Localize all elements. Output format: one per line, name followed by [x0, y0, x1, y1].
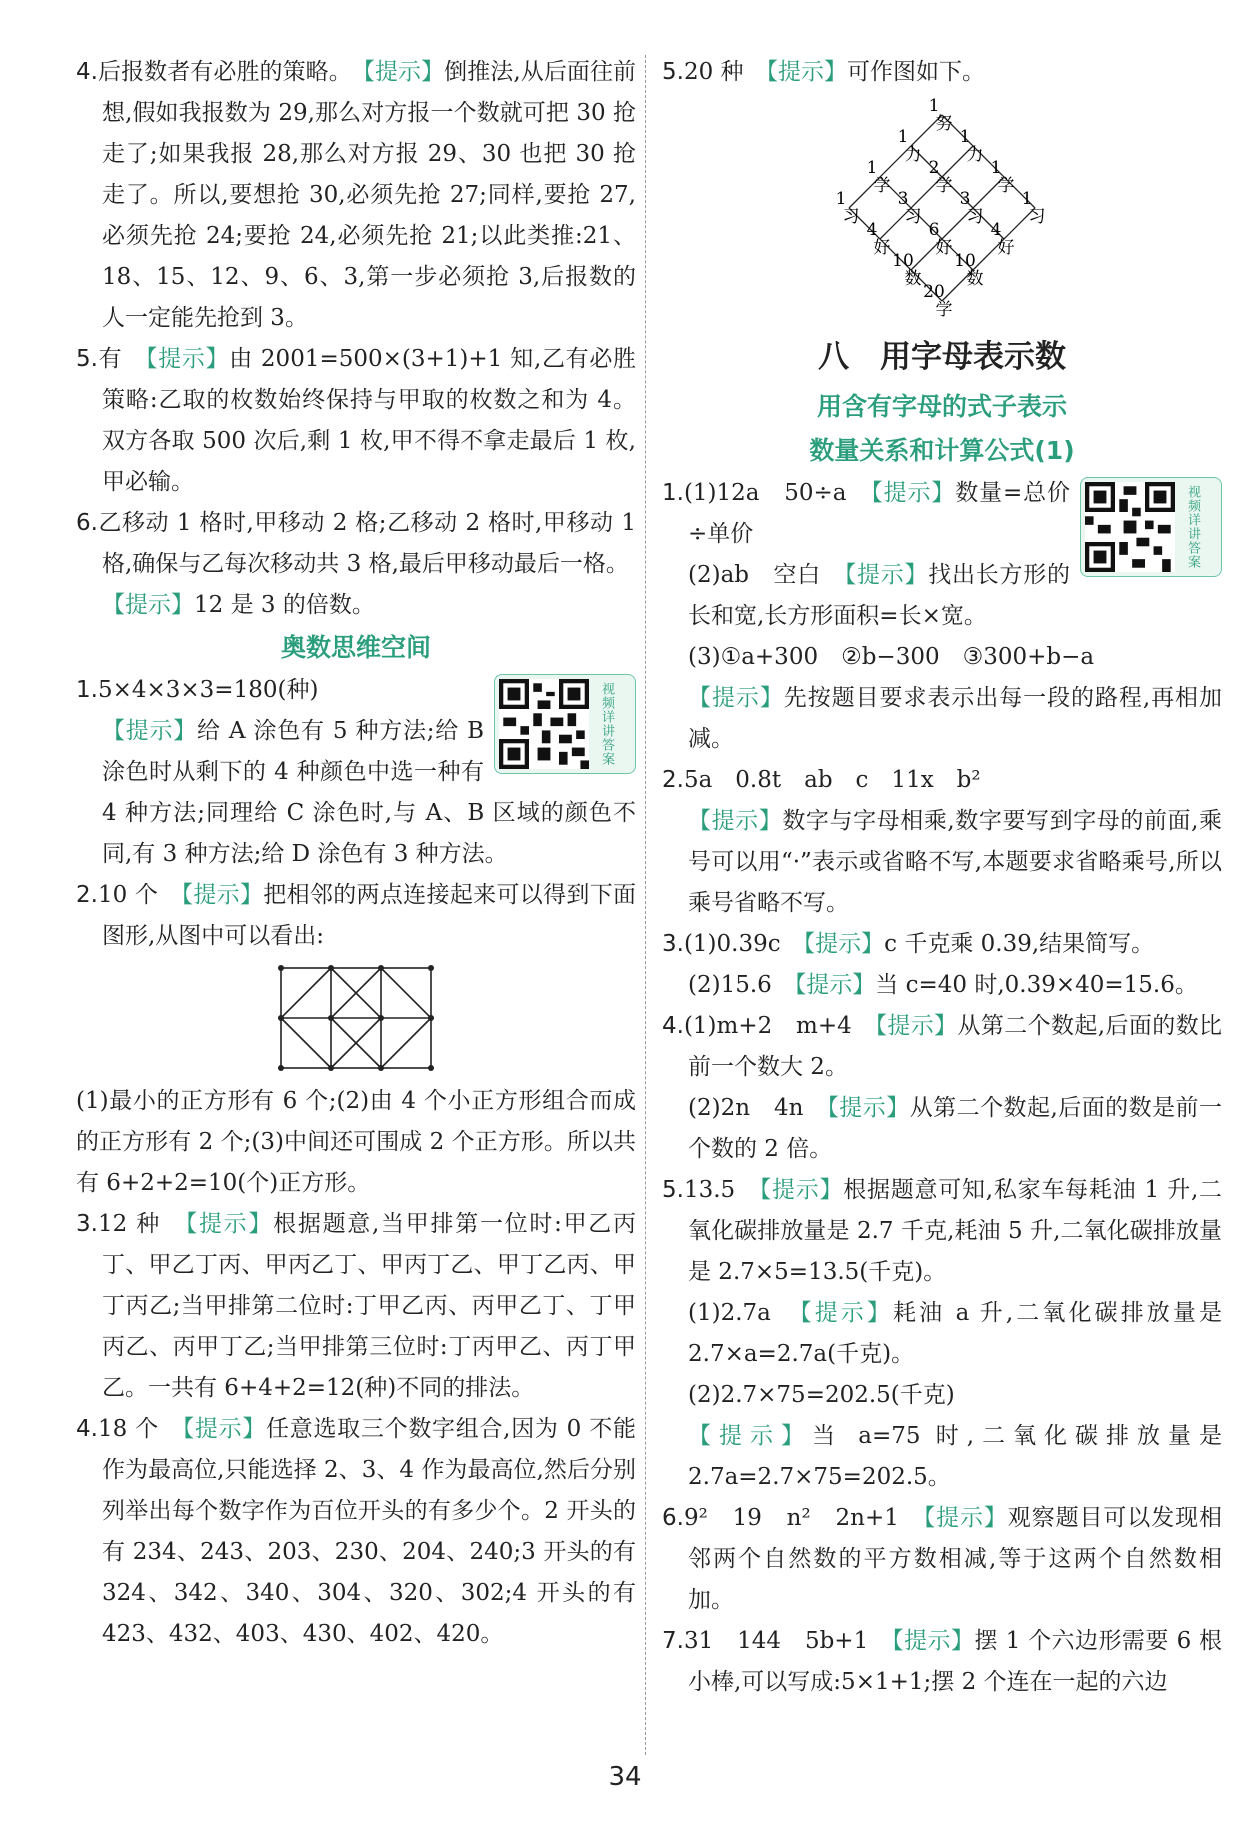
path-lattice-svg [822, 93, 1062, 325]
path-count-label: 6 [928, 220, 940, 240]
qr-code-icon [1085, 482, 1175, 572]
lattice-char-label: 习 [1028, 207, 1046, 227]
left-column [76, 52, 636, 1655]
answer-5: 5.有 【提示】由 2001=500×(3+1)+1 知,乙有必胜策略:乙取的枚数始终保持与甲取的枚数之和为 4。双方各取 500 次后,剩 1 枚,甲不得不拿走最后 1 枚,甲必输。 [76, 346, 637, 495]
path-count-label: 1 [835, 189, 847, 209]
lattice-char-label: 力 [966, 145, 984, 165]
letters-answer-6: 6.9² 19 n² 2n+1 【提示】观察题目可以发现相邻两个自然数的平方数相减,等于这两个自然数相加。 [662, 1505, 1223, 1613]
lattice-char-label: 学 [997, 176, 1015, 196]
path-count-label: 1 [897, 127, 909, 147]
olympiad-answer-2-detail: (1)最小的正方形有 6 个;(2)由 4 个小正方形组合而成的正方形有 2 个;(3)中间还可围成 2 个正方形。所以共有 6+2+2=10(个)正方形。 [76, 1088, 636, 1196]
lattice-char-label: 习 [842, 207, 860, 227]
olympiad-answer-3: 3.12 种 【提示】根据题意,当甲排第一位时:甲乙丙丁、甲乙丁丙、甲丙乙丁、甲丙丁乙、甲丁乙丙、甲丁丙乙;当甲排第二位时:丁甲乙丙、丙甲乙丁、丁甲丙乙、丙甲丁乙;当甲排第三位时:丁丙甲乙、丙丁甲乙。一共有 6+4+2=12(种)不同的排法。 [76, 1211, 637, 1401]
olympiad-answer-2: 2.10 个 【提示】把相邻的两点连接起来可以得到下面图形,从图中可以看出: [76, 882, 637, 949]
path-count-label: 2 [928, 158, 940, 178]
lattice-char-label: 数 [904, 269, 922, 289]
section-title-2: 数量关系和计算公式(1) [809, 436, 1075, 465]
lattice-char-label: 努 [935, 114, 953, 134]
answer-6-hint: 【提示】12 是 3 的倍数。 [102, 592, 375, 618]
lattice-char-label: 力 [904, 145, 922, 165]
dot-grid-diagram [276, 963, 436, 1073]
path-count-label: 1 [959, 127, 971, 147]
path-count-label: 1 [866, 158, 878, 178]
qr-code-video-2[interactable] [1080, 477, 1222, 577]
letters-answer-1-2: (2)ab 空白 【提示】找出长方形的长和宽,长方形面积=长×宽。 [688, 562, 1071, 629]
olympiad-answer-5: 5.20 种 【提示】可作图如下。 [662, 59, 986, 85]
letters-answer-3: 3.(1)0.39c 【提示】c 千克乘 0.39,结果简写。 [662, 931, 1155, 957]
right-column [662, 52, 1222, 1703]
path-count-label: 4 [990, 220, 1002, 240]
letters-answer-5-hint: 【提示】当 a=75 时,二氧化碳排放量是 2.7a=2.7×75=202.5。 [688, 1423, 1222, 1490]
section-title-1: 用含有字母的式子表示 [816, 392, 1067, 421]
lattice-char-label: 好 [997, 238, 1015, 258]
lattice-char-label: 习 [966, 207, 984, 227]
letters-answer-4: 4.(1)m+2 m+4 【提示】从第二个数起,后面的数比前一个数大 2。 [662, 1013, 1223, 1080]
olympiad-answer-4: 4.18 个 【提示】任意选取三个数字组合,因为 0 不能作为最高位,只能选择 2、3、4 作为最高位,然后分别列举出每个数字作为百位开头的有多少个。2 开头的有 234、243、203、230、204、240;3 开头的有 324、342、340、304、320、302;4 开头的有 423、432、403、430、402、420。 [76, 1416, 637, 1647]
letters-answer-5-2: (2)2.7×75=202.5(千克) [688, 1382, 955, 1408]
path-count-label: 10 [954, 251, 976, 271]
path-count-diagram [662, 93, 1222, 329]
page-number: 34 [608, 1762, 642, 1792]
letters-answer-1-3: (3)①a+300 ②b−300 ③300+b−a [688, 644, 1095, 670]
path-count-label: 3 [897, 189, 909, 209]
answer-4: 4.后报数者有必胜的策略。 【提示】倒推法,从后面往前想,假如我报数为 29,那么对方报一个数就可把 30 抢走了;如果我报 28,那么对方报 29、30 也把 30 抢走了。所以,要想抢 30,必须先抢 27;同样,要抢 27,必须先抢 24;要抢 24,必须先抢 21;以此类推:21、18、15、12、9、6、3,第一步必须抢 3,后报数的人一定能先抢到 3。 [76, 59, 637, 331]
path-count-label: 3 [959, 189, 971, 209]
lattice-char-label: 好 [873, 238, 891, 258]
qr-caption: 视频详讲答案 [1185, 485, 1200, 569]
chapter-title: 八 用字母表示数 [818, 339, 1066, 375]
letters-answer-2: 2.5a 0.8t ab c 11x b² [662, 767, 981, 793]
path-count-label: 10 [892, 251, 914, 271]
path-count-label: 1 [1021, 189, 1033, 209]
lattice-char-label: 学 [873, 176, 891, 196]
answer-6: 6.乙移动 1 格时,甲移动 2 格;乙移动 2 格时,甲移动 1 格,确保与乙每次移动共 3 格,最后甲移动最后一格。 [76, 510, 636, 577]
section-title-olympiad: 奥数思维空间 [280, 633, 431, 662]
qr-code-icon [499, 679, 589, 769]
letters-answer-1-hint: 【提示】先按题目要求表示出每一段的路程,再相加减。 [688, 685, 1223, 752]
letters-answer-4-2: (2)2n 4n 【提示】从第二个数起,后面的数是前一个数的 2 倍。 [688, 1095, 1223, 1162]
qr-code-video[interactable] [494, 674, 636, 774]
square-grid-figure [76, 957, 636, 1081]
letters-answer-3-2: (2)15.6 【提示】当 c=40 时,0.39×40=15.6。 [688, 972, 1198, 998]
letters-answer-5-1: (1)2.7a 【提示】耗油 a 升,二氧化碳排放量是 2.7×a=2.7a(千克)。 [688, 1300, 1223, 1367]
path-count-label: 1 [928, 96, 940, 116]
lattice-char-label: 习 [904, 207, 922, 227]
letters-answer-2-hint: 【提示】数字与字母相乘,数字要写到字母的前面,乘号可以用“·”表示或省略不写,本题要求省略乘号,所以乘号省略不写。 [688, 808, 1222, 916]
lattice-char-label: 数 [966, 269, 984, 289]
path-count-label: 4 [866, 220, 878, 240]
column-divider [645, 55, 646, 1755]
letters-answer-7: 7.31 144 5b+1 【提示】摆 1 个六边形需要 6 根小棒,可以写成:5×1+1;摆 2 个连在一起的六边 [662, 1628, 1223, 1695]
path-count-label: 1 [990, 158, 1002, 178]
qr-caption: 视频详讲答案 [599, 682, 614, 766]
letters-answer-1: 1.(1)12a 50÷a 【提示】数量=总价÷单价 [662, 480, 1071, 547]
letters-answer-5: 5.13.5 【提示】根据题意可知,私家车每耗油 1 升,二氧化碳排放量是 2.7 千克,耗油 5 升,二氧化碳排放量是 2.7×5=13.5(千克)。 [662, 1177, 1223, 1285]
lattice-char-label: 好 [935, 238, 953, 258]
lattice-char-label: 学 [935, 300, 953, 320]
lattice-char-label: 学 [935, 176, 953, 196]
olympiad-answer-1: 1.5×4×3×3=180(种) 【提示】给 A 涂色有 5 种方法;给 B 涂色时从剩下的 4 种颜色中选一种有 4 种方法;同理给 C 涂色时,与 A、B 区域的颜色不同,有 3 种方法;给 D 涂色有 3 种方法。 [76, 677, 636, 867]
path-count-label: 20 [923, 282, 945, 302]
